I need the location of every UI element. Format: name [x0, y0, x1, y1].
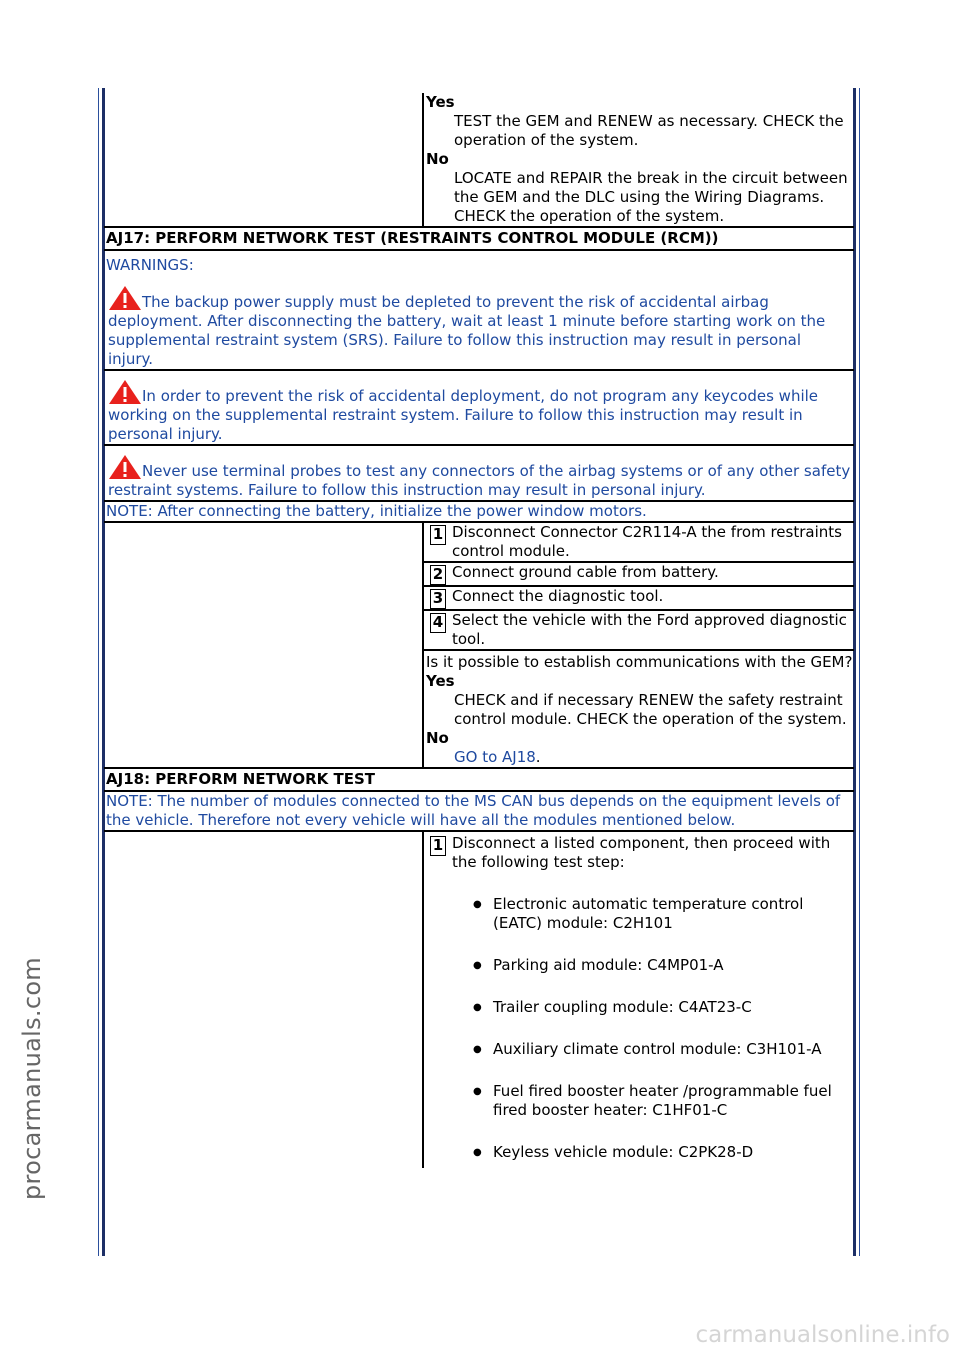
diagnostic-table — [104, 93, 854, 1168]
top-result-row — [104, 93, 854, 227]
right-border-thin — [859, 88, 860, 1256]
step-number: 2 — [430, 565, 446, 585]
step-number: 1 — [430, 836, 446, 856]
list-item: ● Keyless vehicle module: C2PK28-D — [473, 1143, 854, 1162]
no-label: No — [426, 729, 449, 747]
aj17-step-1 — [423, 522, 854, 562]
side-watermark: procarmanuals.com — [18, 957, 46, 1200]
step-text: Disconnect a listed component, then proceed with the following test step: — [452, 834, 831, 871]
step-text: Connect ground cable from battery. — [452, 563, 719, 581]
warning-triangle-icon — [108, 454, 142, 480]
top-result-cell — [423, 93, 854, 227]
component-list — [426, 895, 854, 1162]
aj18-step-1 — [423, 831, 854, 1168]
step-number: 3 — [430, 589, 446, 609]
aj18-title: AJ18: PERFORM NETWORK TEST — [104, 768, 854, 791]
yes-label: Yes — [426, 672, 455, 690]
warning-3: Never use terminal probes to test any connectors of the airbag systems or of any other safety restraint systems. Failure to follow this instruction may result in personal injury. — [106, 446, 854, 500]
go-to-aj18-link[interactable]: GO to AJ18 — [454, 748, 536, 766]
left-border-thin — [98, 88, 99, 1256]
warnings-cell — [104, 250, 854, 370]
manual-page — [104, 93, 854, 1168]
aj17-note: NOTE: After connecting the battery, initialize the power window motors. — [104, 501, 854, 522]
list-item: ● Trailer coupling module: C4AT23-C — [473, 998, 854, 1017]
list-item: ● Parking aid module: C4MP01-A — [473, 956, 854, 975]
list-item: ● Auxiliary climate control module: C3H101-A — [473, 1040, 854, 1059]
warning-3-cell — [104, 445, 854, 501]
warning-2-cell — [104, 370, 854, 445]
aj17-step-2 — [423, 562, 854, 586]
step-text: Connect the diagnostic tool. — [452, 587, 664, 605]
warning-triangle-icon — [108, 379, 142, 405]
step-number: 1 — [430, 525, 446, 545]
no-text: LOCATE and REPAIR the break in the circuit between the GEM and the DLC using the Wiring Diagrams. CHECK the operation of the system. — [454, 169, 848, 225]
question-text: Is it possible to establish communications with the GEM? — [426, 653, 853, 671]
warnings-label: WARNINGS: — [106, 256, 194, 274]
step-text: Disconnect Connector C2R114-A the from restraints control module. — [452, 523, 842, 560]
no-action: GO to AJ18. — [454, 748, 541, 766]
warning-triangle-icon — [108, 285, 142, 311]
no-label: No — [426, 150, 449, 168]
yes-text: CHECK and if necessary RENEW the safety restraint control module. CHECK the operation of the system. — [454, 691, 847, 728]
aj17-step-3 — [423, 586, 854, 610]
yes-text: TEST the GEM and RENEW as necessary. CHECK the operation of the system. — [454, 112, 844, 149]
warning-2: In order to prevent the risk of accidental deployment, do not program any keycodes while working on the supplemental restraint system. Failure to follow this instruction may result in personal injury. — [106, 371, 854, 444]
step-number: 4 — [430, 613, 446, 633]
list-item: ● Fuel fired booster heater /programmable fuel fired booster heater: C1HF01-C — [473, 1082, 854, 1120]
aj17-title: AJ17: PERFORM NETWORK TEST (RESTRAINTS CONTROL MODULE (RCM)) — [104, 227, 854, 250]
list-item: ● Electronic automatic temperature control (EATC) module: C2H101 — [473, 895, 854, 933]
step-text: Select the vehicle with the Ford approved diagnostic tool. — [452, 611, 847, 648]
aj17-question-cell — [423, 650, 854, 768]
aj17-step-4 — [423, 610, 854, 650]
aj18-note: NOTE: The number of modules connected to the MS CAN bus depends on the equipment levels of the vehicle. Therefore not every vehicle will have all the modules mentioned below. — [104, 791, 854, 831]
yes-label: Yes — [426, 93, 455, 111]
warning-1: The backup power supply must be depleted to prevent the risk of accidental airbag deployment. After disconnecting the battery, wait at least 1 minute before starting work on the supplemental restraint system (SRS). Failure to follow this instruction may result in personal injury. — [106, 275, 852, 369]
bottom-watermark: carmanualsonline.info — [695, 1322, 950, 1348]
